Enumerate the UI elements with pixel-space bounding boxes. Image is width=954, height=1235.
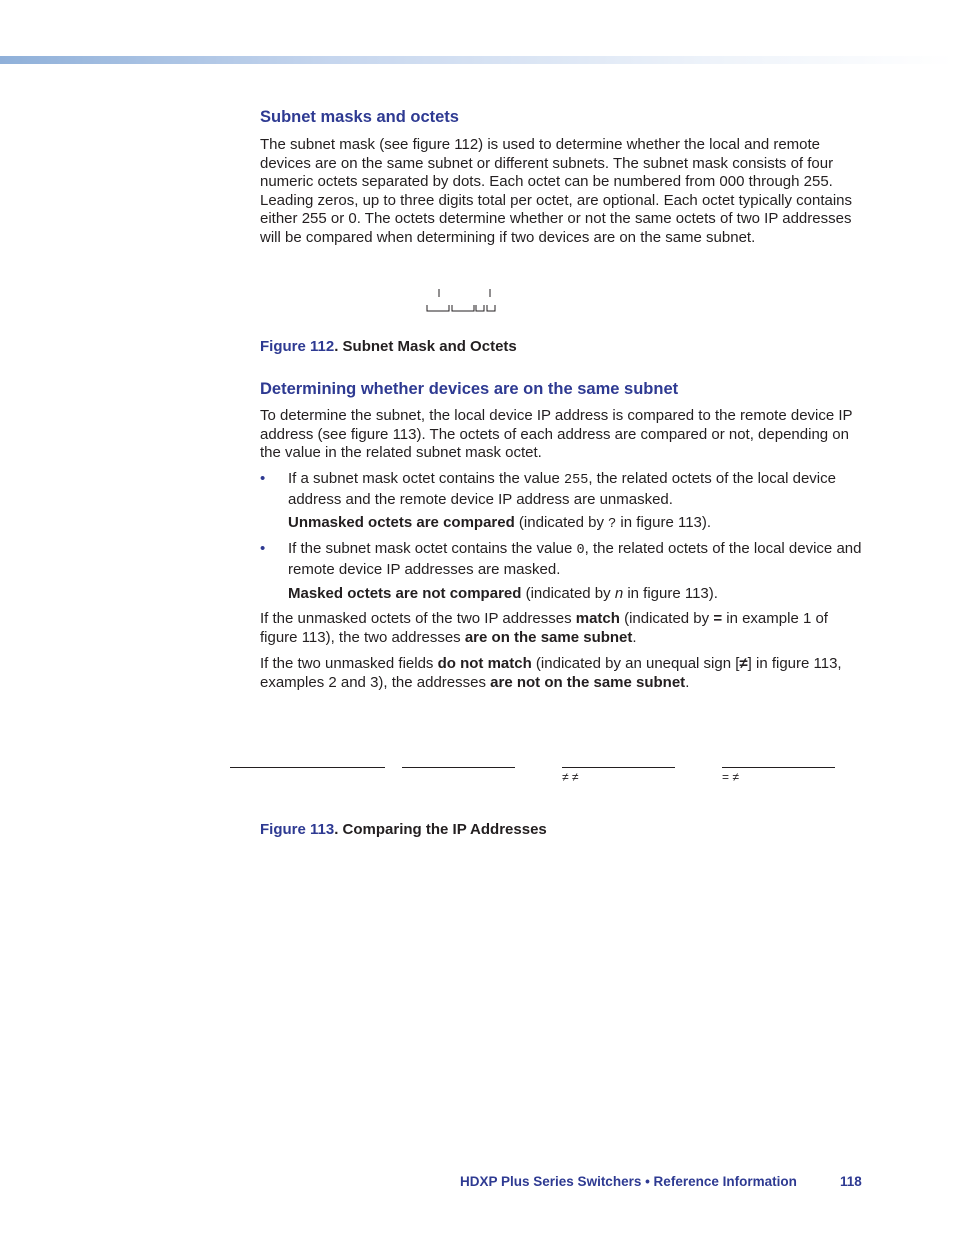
figure-113-rule-1	[230, 767, 385, 768]
bullet-1-sub-pre: (indicated by	[514, 514, 609, 531]
bullet-2-pre: If the subnet mask octet contains the value	[288, 540, 577, 557]
nomatch-t2: (indicated by an unequal sign [	[531, 655, 740, 672]
figure-112-title: . Subnet Mask and Octets	[334, 338, 517, 355]
figure-113-caption	[260, 821, 547, 838]
section-heading-same-subnet: Determining whether devices are on the same subnet	[260, 380, 679, 398]
octet-bracket-2	[452, 305, 474, 311]
figure-113-rule-4	[722, 767, 835, 768]
bullet-1-pre: If a subnet mask octet contains the value	[288, 470, 564, 487]
page-number: 118	[840, 1174, 862, 1189]
nomatch-t4: .	[685, 673, 690, 691]
match-t1: If the unmasked octets of the two IP addresses	[260, 610, 576, 627]
bullet-marker-2: •	[260, 540, 266, 557]
figure-113-title: . Comparing the IP Addresses	[334, 821, 547, 838]
subnet-mask-paragraph: The subnet mask (see figure 112) is used to determine whether the local and remote devices are on the same subnet or different subnets. The subnet mask consists of four numeric octets separated by dots. Each octet can be numbered from 000 through 255. Leading zeros, up to three digits total per octet, are optional. Each octet typically contains either 255 or 0. The octets determine whether or not the same octets of two IP addresses will be compared when determining if two devices are on the same subnet.	[260, 136, 853, 246]
nomatch-sym: ≠	[739, 655, 748, 672]
bullet-2-sub-bold: Masked octets are not compared	[288, 585, 522, 602]
match-sym: =	[713, 610, 723, 627]
figure-113-rule-2	[402, 767, 515, 768]
nomatch-b1: do not match	[437, 655, 532, 672]
bullet-1-code: 255	[564, 473, 589, 488]
bullet-2-code: 0	[576, 543, 585, 558]
bullet-1-sub-post: in figure 113).	[616, 514, 712, 531]
figure-113-rule-3	[562, 767, 675, 768]
figure-112-number: Figure 112	[260, 338, 335, 355]
bullet-1-sub-bold: Unmasked octets are compared	[288, 514, 515, 531]
match-t4: .	[632, 628, 637, 646]
bullet-marker-1: •	[260, 470, 266, 487]
bullet-1-text	[288, 470, 865, 509]
section-heading-subnet-masks: Subnet masks and octets	[260, 108, 459, 126]
octet-bracket-4	[487, 305, 495, 311]
figure-113-number: Figure 113	[260, 821, 335, 838]
match-b1: match	[575, 610, 620, 627]
octet-bracket-1	[427, 305, 449, 311]
nomatch-paragraph	[260, 655, 865, 692]
figure-112-caption	[260, 338, 517, 355]
figure-113-example-2-symbols: ≠ ≠	[562, 770, 579, 784]
bullet-1-subtext	[288, 514, 711, 535]
match-b2: are on the same subnet	[464, 628, 633, 646]
bullet-1-post: , the related octets of the local device address and the remote device IP address are unmasked.	[288, 470, 836, 508]
bullet-2-text	[288, 540, 865, 579]
match-paragraph	[260, 610, 865, 647]
same-subnet-paragraph: To determine the subnet, the local device IP address is compared to the remote device IP address (see figure 113). The octets of each address are compared or not, depending on the value in the related subnet mask octet.	[260, 407, 853, 462]
nomatch-b2: are not on the same subnet	[490, 673, 686, 691]
octet-bracket-3	[476, 305, 484, 311]
nomatch-t1: If the two unmasked fields	[260, 655, 438, 672]
header-gradient-bar	[0, 56, 954, 64]
figure-113-example-3-symbols: = ≠	[722, 770, 739, 784]
bullet-2-sub-post: in figure 113).	[623, 585, 718, 602]
bullet-2-subtext	[288, 585, 718, 604]
match-t2: (indicated by	[619, 610, 714, 627]
bullet-2-sub-pre: (indicated by	[521, 585, 615, 602]
bullet-2-sub-italic: n	[614, 585, 624, 602]
match-t3: in example 1 of figure 113), the two addresses	[260, 610, 828, 646]
bullet-2-post: , the related octets of the local device and remote device IP addresses are masked.	[288, 540, 862, 578]
bullet-1-sub-code: ?	[608, 517, 617, 532]
footer-title: HDXP Plus Series Switchers • Reference Information	[460, 1174, 797, 1189]
nomatch-t3: ] in figure 113, examples 2 and 3), the addresses	[260, 655, 842, 691]
